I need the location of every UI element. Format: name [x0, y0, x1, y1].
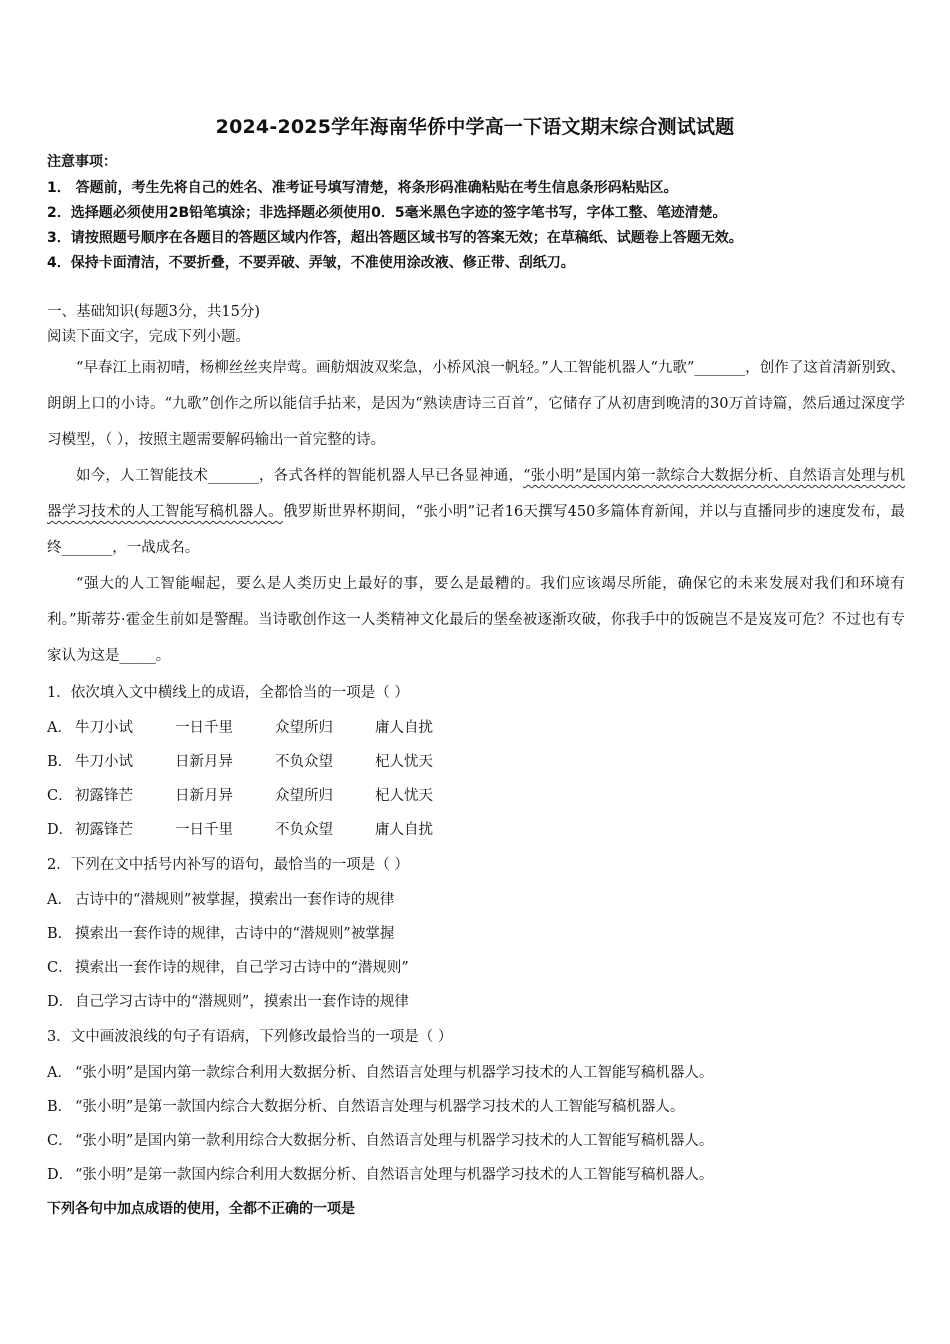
- option-d[interactable]: D． “张小明”是第一款国内综合利用大数据分析、自然语言处理与机器学习技术的人工智能写稿机器人。: [47, 1167, 714, 1183]
- option-a[interactable]: A． 古诗中的“潜规则”被掌握，摸索出一套作诗的规律: [47, 892, 395, 908]
- section-instruction: 阅读下面文字，完成下列小题。: [47, 329, 250, 345]
- question-stem: 2．下列在文中括号内补写的语句，最恰当的一项是（ ）: [47, 857, 409, 873]
- passage-paragraph: 如今，人工智能技术_______，各式各样的智能机器人早已各显神通，“张小明”是国内第一款综合大数据分析、自然语言处理与机器学习技术的人工智能写稿机器人。俄罗斯世界杯期间，“张小明”记者16天撰写450多篇体育新闻，并以与直播同步的速度发布，最终_______，一战成名。: [47, 468, 906, 556]
- option-a[interactable]: A． 牛刀小试 一日千里 众望所归 庸人自扰: [47, 720, 433, 736]
- option-a[interactable]: A． “张小明”是国内第一款综合利用大数据分析、自然语言处理与机器学习技术的人工智能写稿机器人。: [47, 1065, 714, 1081]
- notice-item: 2．选择题必须使用2B铅笔填涂；非选择题必须使用0．5毫米黑色字迹的签字笔书写，字体工整、笔迹清楚。: [47, 205, 727, 221]
- option-b[interactable]: B． 牛刀小试 日新月异 不负众望 杞人忧天: [47, 754, 433, 770]
- section-heading: 一、基础知识(每题3分，共15分): [47, 304, 260, 320]
- question-stem: 3．文中画波浪线的句子有语病，下列修改最恰当的一项是（ ）: [47, 1029, 453, 1045]
- notice-item: 3．请按照题号顺序在各题目的答题区域内作答，超出答题区域书写的答案无效；在草稿纸、试题卷上答题无效。: [47, 230, 743, 246]
- passage-paragraph: “早春江上雨初晴，杨柳丝丝夹岸莺。画舫烟波双桨急，小桥风浪一帆轻。”人工智能机器人“九歌”_______，创作了这首清新别致、朗朗上口的小诗。“九歌”创作之所以能信手拈来，是因为“熟读唐诗三百首”，它储存了从初唐到晚清的30万首诗篇，然后通过深度学习模型，（ ），按照主题需要解码输出一首完整的诗。: [47, 360, 905, 448]
- notice-item: 1． 答题前，考生先将自己的姓名、准考证号填写清楚，将条形码准确粘贴在考生信息条形码粘贴区。: [47, 180, 678, 196]
- option-b[interactable]: B． 摸索出一套作诗的规律，古诗中的“潜规则”被掌握: [47, 926, 395, 942]
- option-b[interactable]: B． “张小明”是第一款国内综合大数据分析、自然语言处理与机器学习技术的人工智能写稿机器人。: [47, 1099, 685, 1115]
- option-c[interactable]: C． 初露锋芒 日新月异 众望所归 杞人忧天: [47, 788, 433, 804]
- notice-item: 4．保持卡面清洁，不要折叠，不要弄破、弄皱，不准使用涂改液、修正带、刮纸刀。: [47, 255, 575, 271]
- option-c[interactable]: C． “张小明”是国内第一款利用综合大数据分析、自然语言处理与机器学习技术的人工智能写稿机器人。: [47, 1133, 714, 1149]
- next-question-heading: 下列各句中加点成语的使用，全都不正确的一项是: [47, 1201, 355, 1217]
- question-stem: 1．依次填入文中横线上的成语，全都恰当的一项是（ ）: [47, 685, 409, 701]
- option-d[interactable]: D． 自己学习古诗中的“潜规则”，摸索出一套作诗的规律: [47, 994, 409, 1010]
- option-c[interactable]: C． 摸索出一套作诗的规律，自己学习古诗中的“潜规则”: [47, 960, 409, 976]
- wavy-underlined-sentence: “张小明”是国内第一款综合大数据分析、自然语言处理与机器学习技术的人工智能写稿机器人。: [47, 468, 906, 520]
- option-d[interactable]: D． 初露锋芒 一日千里 不负众望 庸人自扰: [47, 822, 433, 838]
- notice-heading: 注意事项：: [47, 154, 117, 170]
- page-title: 2024-2025学年海南华侨中学高一下语文期末综合测试试题: [215, 116, 735, 138]
- reading-passage: [47, 350, 905, 674]
- passage-paragraph: “强大的人工智能崛起，要么是人类历史上最好的事，要么是最糟的。我们应该竭尽所能，确保它的未来发展对我们和环境有利。”斯蒂芬·霍金生前如是警醒。当诗歌创作这一人类精神文化最后的堡垒被逐渐攻破，你我手中的饭碗岂不是岌岌可危？不过也有专家认为这是_____。: [47, 576, 905, 664]
